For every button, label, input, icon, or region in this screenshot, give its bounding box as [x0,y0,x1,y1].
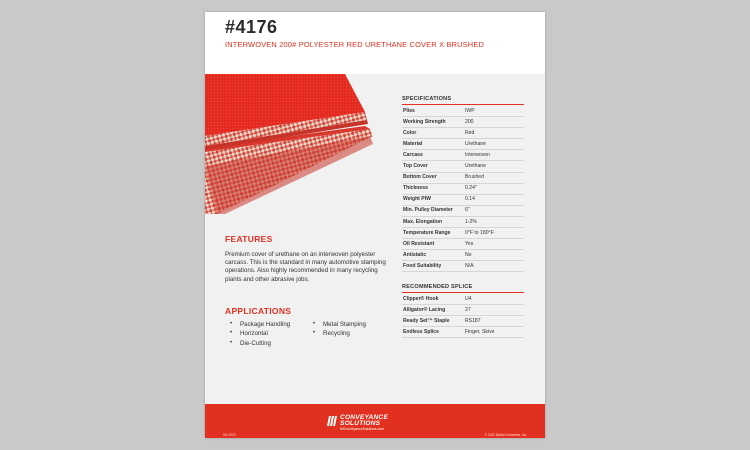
spec-label: Bottom Cover [403,174,437,181]
part-number: #4176 [225,17,278,37]
spec-label: Alligator® Lacing [403,306,446,313]
applications-title: APPLICATIONS [225,306,292,316]
spec-value: RS187 [465,317,481,324]
spec-value: Urethane [465,163,486,170]
spec-label: Top Cover [403,163,428,170]
spec-value: 0°F to 180°F [465,229,494,236]
spec-value: 6" [465,207,470,214]
spec-label: Min. Pulley Diameter [403,207,453,214]
spec-label: Food Suitability [403,262,442,269]
spec-value: 27 [465,306,471,313]
brand-line-2: SOLUTIONS [340,420,381,427]
spec-value: N/A [465,262,474,269]
splice-title: RECOMMENDED SPLICE [402,284,473,290]
spec-label: Max. Elongation [403,218,443,225]
spec-value: Urethane [465,140,486,147]
conveyor-belt-sample-image [205,74,380,214]
spec-label: Thickness [403,185,428,192]
brand-url: MIConveyanceSolutions.com [340,427,384,431]
spec-label: Clipper® Hook [403,295,439,302]
mi-logo-icon [326,416,338,426]
spec-value: No [465,251,472,258]
spec-value: 1-2% [465,218,477,225]
list-item: • Horizontal [229,329,290,338]
spec-value: IWP [465,107,475,114]
spec-label: Weight PIW [403,196,431,203]
spec-value: 0.24" [465,185,477,192]
spec-label: Color [403,129,417,136]
version-label: Ver 2022 [223,433,236,437]
table-row [402,260,524,272]
applications-list-left [229,320,290,348]
list-item: • Recycling [312,329,366,338]
table-row [402,326,524,338]
spec-value: U4 [465,295,472,302]
spec-label: Ready Set™ Staple [403,317,450,324]
list-item: • Metal Stamping [312,320,366,329]
spec-label: Plies [403,107,415,114]
specifications-title: SPECIFICATIONS [402,96,452,102]
spec-label: Antistatic [403,251,427,258]
features-text: Premium cover of urethane on an interwoven polyester carcass. This is the standard in many automotive stamping operations. Also highly recommended in many recycling plants and other abrasive jobs. [225,251,386,283]
spec-value: Yes [465,240,474,247]
spec-value: 200 [465,118,474,125]
spec-label: Temperature Range [403,229,451,236]
sheet-footer [205,404,545,438]
spec-value: Finger, Skive [465,328,495,335]
spec-label: Carcass [403,151,423,158]
applications-list-right [312,320,366,339]
spec-label: Endless Splice [403,328,439,335]
sheet-header [205,12,545,74]
spec-label: Material [403,140,423,147]
conveyance-solutions-logo [326,416,426,432]
brand-name [340,415,388,427]
part-description: INTERWOVEN 200# POLYESTER RED URETHANE COVER X BRUSHED [225,40,484,49]
spec-label: Working Strength [403,118,446,125]
list-item: • Package Handling [229,320,290,329]
spec-sheet-page [205,12,545,438]
brand-line-1: CONVEYANCE [340,414,389,421]
spec-label: Oil Resistant [403,240,435,247]
spec-value: 0.14 [465,196,475,203]
sheet-body [205,74,545,404]
copyright-text: © 2022 Motion Industries, Inc. [484,433,527,437]
spec-value: Interwoven [465,151,490,158]
spec-value: Red [465,129,475,136]
spec-value: Brushed [465,174,484,181]
features-title: FEATURES [225,234,273,244]
list-item: • Die-Cutting [229,339,290,348]
